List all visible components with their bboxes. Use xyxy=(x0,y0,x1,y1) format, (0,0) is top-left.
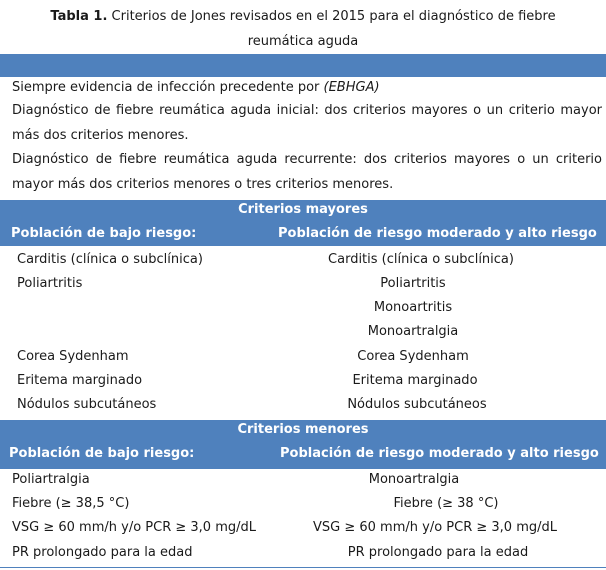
mayores-high-item: Eritema marginado xyxy=(352,373,478,388)
table-caption xyxy=(0,4,606,54)
mayores-high-item: Monoartritis xyxy=(373,300,453,315)
intro-para-2: Diagnóstico de fiebre reumática aguda inicial: dos criterios mayores o un criterio mayor más dos criterios menores. xyxy=(12,103,602,143)
menores-col1-header: Población de bajo riesgo: xyxy=(9,446,195,461)
mayores-high-item: Nódulos subcutáneos xyxy=(347,397,487,412)
mayores-high-item: Monoartralgia xyxy=(367,324,459,339)
table-bottom-rule xyxy=(0,567,606,568)
menores-low-item: Fiebre (≥ 38,5 °C) xyxy=(12,496,130,511)
menores-header xyxy=(0,420,606,469)
mayores-header xyxy=(0,200,606,246)
mayores-high-item: Corea Sydenham xyxy=(357,349,469,364)
mayores-title: Criterios mayores xyxy=(238,202,368,217)
menores-high-item: Monoartralgia xyxy=(368,472,460,487)
menores-high-item: VSG ≥ 60 mm/h y/o PCR ≥ 3,0 mg/dL xyxy=(313,520,557,535)
intro-line-1-text: Siempre evidencia de infección precedente por xyxy=(12,80,324,95)
header-bar xyxy=(0,54,606,77)
mayores-low-item: Eritema marginado xyxy=(17,373,143,388)
intro-line-1 xyxy=(12,76,380,100)
mayores-low-item: Poliartritis xyxy=(17,276,83,291)
mayores-low-item: Nódulos subcutáneos xyxy=(17,397,157,412)
menores-title: Criterios menores xyxy=(237,422,369,437)
mayores-col2-header: Población de riesgo moderado y alto riesgo xyxy=(278,226,597,241)
caption-label: Tabla 1. xyxy=(50,9,108,24)
menores-low-item: VSG ≥ 60 mm/h y/o PCR ≥ 3,0 mg/dL xyxy=(12,520,256,535)
intro-para-3: Diagnóstico de fiebre reumática aguda recurrente: dos criterios mayores o un criterio mayor más dos criterios menores o tres criterios menores. xyxy=(12,152,602,192)
mayores-low-item: Corea Sydenham xyxy=(17,349,129,364)
menores-high-item: PR prolongado para la edad xyxy=(347,545,529,560)
menores-low-item: PR prolongado para la edad xyxy=(12,545,193,560)
mayores-low-item: Carditis (clínica o subclínica) xyxy=(17,252,203,267)
menores-col2-header: Población de riesgo moderado y alto riesgo xyxy=(280,446,599,461)
mayores-high-item: Poliartritis xyxy=(380,276,446,291)
menores-low-item: Poliartralgia xyxy=(12,472,90,487)
intro-line-1-italic: (EBHGA) xyxy=(323,80,380,95)
caption-text-2: reumática aguda xyxy=(247,34,359,49)
caption-text-1: Criterios de Jones revisados en el 2015 para el diagnóstico de fiebre xyxy=(111,9,556,24)
menores-high-item: Fiebre (≥ 38 °C) xyxy=(393,496,499,511)
mayores-high-item: Carditis (clínica o subclínica) xyxy=(328,252,514,267)
mayores-col1-header: Población de bajo riesgo: xyxy=(11,226,197,241)
